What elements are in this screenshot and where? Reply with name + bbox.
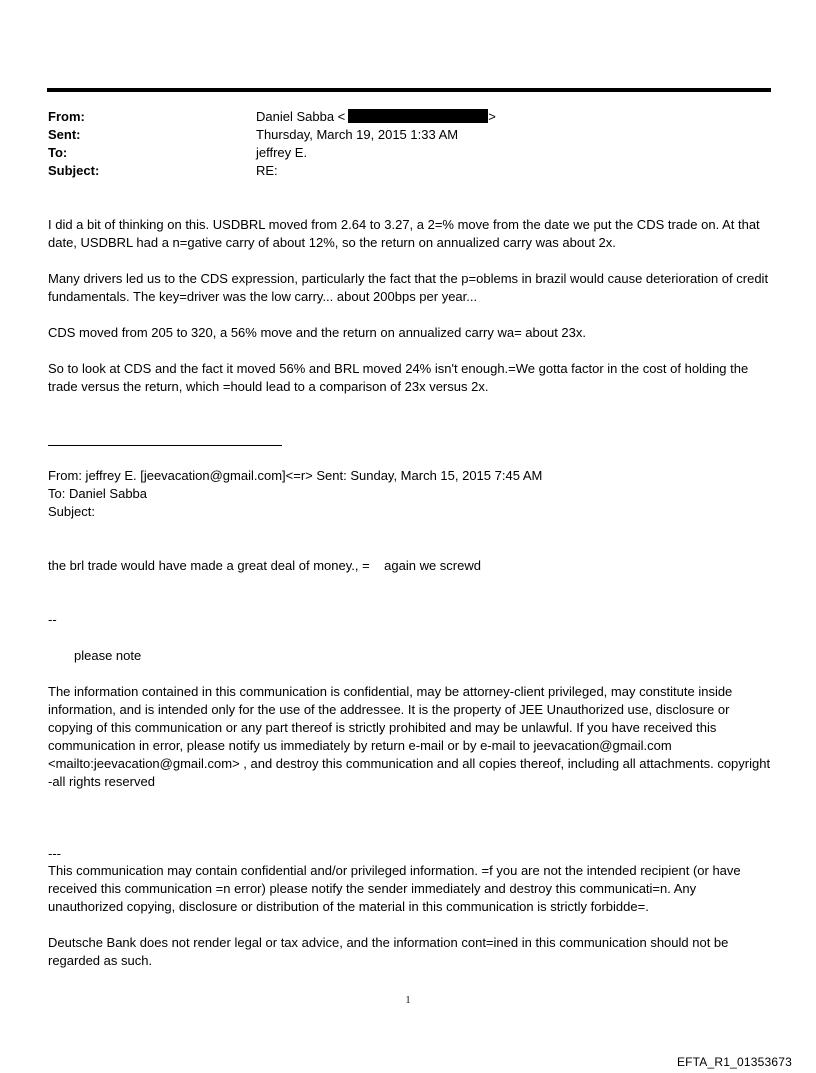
body-paragraph-4: So to look at CDS and the fact it moved 56% and BRL moved 24% isn't enough.=We gotta factor in the cost of holding the trade versus the return, which =hould lead to a comparison of 23x versus 2x. xyxy=(48,361,749,394)
to-value: jeffrey E. xyxy=(256,145,308,160)
document-id: EFTA_R1_01353673 xyxy=(676,1055,792,1069)
page-number: 1 xyxy=(405,995,411,1006)
from-bracket-end: > xyxy=(488,109,496,124)
sent-value: Thursday, March 19, 2015 1:33 AM xyxy=(256,127,459,142)
body-paragraph-2: Many drivers led us to the CDS expression, particularly the fact that the p=oblems in brazil would cause deterioration of credit fundamentals. The key=driver was the low carry... about 200bps per year... xyxy=(48,271,769,304)
body-paragraph-1: I did a bit of thinking on this. USDBRL moved from 2.64 to 3.27, a 2=% move from the date we put the CDS trade on. At that date, USDBRL had a n=gative carry of about 12%, so the return on annualized carry was about 2x. xyxy=(48,217,760,250)
quoted-message: the brl trade would have made a great deal of money., = again we screwd xyxy=(48,558,481,573)
quoted-from-line: From: jeffrey E. [jeevacation@gmail.com]<=r> Sent: Sunday, March 15, 2015 7:45 AM xyxy=(48,468,543,483)
please-note: please note xyxy=(74,648,142,663)
signature-dashes: -- xyxy=(48,612,57,627)
confidentiality-notice: The information contained in this communication is confidential, may be attorney-client privileged, may constitute inside information, and is intended only for the use of the addressee. It is the property of JEE Unauthorized use, disclosure or copying of this communication or any part thereof is strictly prohibited and may be unlawful. If you have received this communication in error, please notify us immediately by return e-mail or by e-mail to jeevacation@gmail.com <mailto:jeevacation@gmail.com> , and destroy this communication and all copies thereof, including all attachments. copyright -all rights reserved xyxy=(48,684,771,789)
disclaimer-paragraph-1: This communication may contain confidential and/or privileged information. =f you are not the intended recipient (or have received this communication =n error) please notify the sender immediately and destroy this communicati=n. Any unauthorized copying, disclosure or distribution of the material in this communication is strictly forbidde=. xyxy=(48,863,741,914)
subject-label: Subject: xyxy=(48,163,100,178)
sent-label: Sent: xyxy=(48,127,81,142)
quoted-subject-line: Subject: xyxy=(48,504,95,519)
disclaimer-dashes: --- xyxy=(48,846,61,861)
to-label: To: xyxy=(48,145,68,160)
subject-value: RE: xyxy=(256,163,278,178)
body-paragraph-3: CDS moved from 205 to 320, a 56% move and the return on annualized carry wa= about 23x. xyxy=(48,325,587,340)
quote-divider xyxy=(48,445,282,446)
disclaimer-paragraph-2: Deutsche Bank does not render legal or tax advice, and the information cont=ined in this communication should not be regarded as such. xyxy=(48,935,729,968)
from-label: From: xyxy=(48,109,85,124)
quoted-to-line: To: Daniel Sabba xyxy=(48,486,148,501)
from-name: Daniel Sabba < xyxy=(256,109,346,124)
from-value xyxy=(256,108,496,126)
header-rule xyxy=(47,88,771,92)
redaction-block xyxy=(348,109,488,123)
